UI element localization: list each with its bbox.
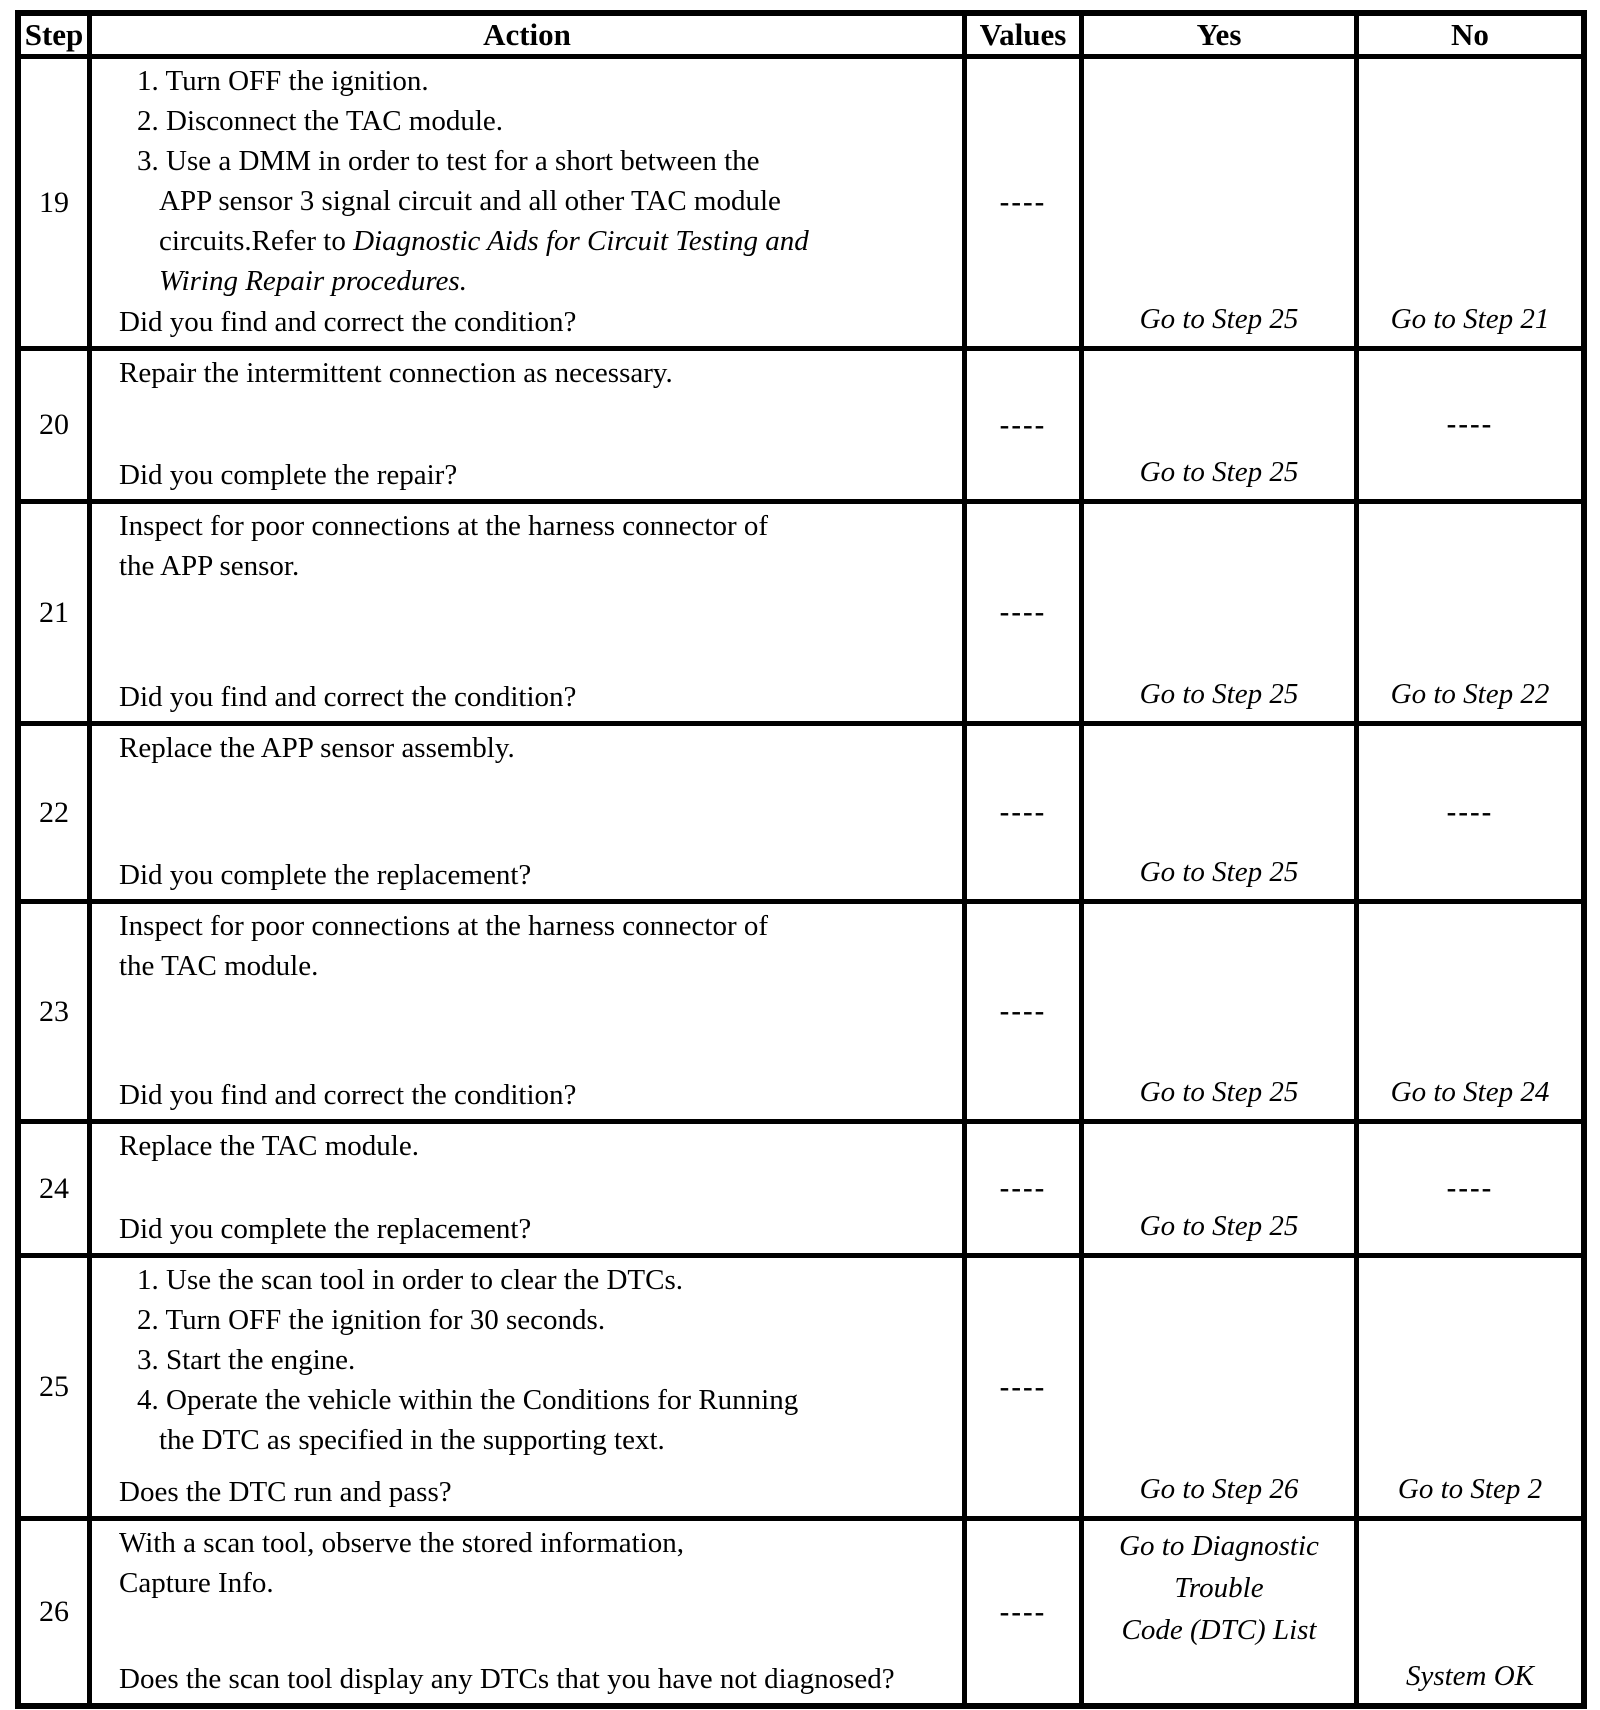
yes-goto-text: Go to Step 26 (1139, 1473, 1299, 1505)
step-cell (21, 351, 87, 499)
yes-goto-text: Go to Step 25 (1139, 1210, 1299, 1242)
step-number: 22 (39, 795, 69, 829)
step-number: 20 (39, 408, 69, 441)
yes-goto-text: Go to Step 25 (1139, 1076, 1299, 1108)
no-text-line (1391, 1071, 1550, 1113)
no-cell (1359, 726, 1581, 899)
yes-text-line (1140, 673, 1299, 715)
action-text: 3. Use a DMM in order to test for a short between the (137, 145, 760, 177)
action-text: APP sensor 3 signal circuit and all other TAC module (159, 185, 781, 217)
action-text-italic: Wiring Repair procedures. (159, 265, 467, 297)
action-question: Did you find and correct the condition? (119, 681, 577, 713)
action-line (119, 906, 952, 946)
yes-cell (1084, 59, 1354, 346)
action-text: Repair the intermittent connection as necessary. (119, 357, 673, 389)
action-text: circuits.Refer to (159, 225, 354, 257)
yes-goto-text: Code (DTC) List (1121, 1614, 1317, 1646)
action-line (119, 1563, 952, 1603)
column-header-label: Yes (1196, 17, 1242, 52)
values-cell (967, 1521, 1079, 1703)
values-cell (967, 904, 1079, 1119)
no-goto-text: Go to Step 22 (1390, 678, 1550, 710)
action-text: the DTC as specified in the supporting text. (159, 1424, 665, 1456)
step-cell (21, 1124, 87, 1253)
yes-goto-text: Go to Step 25 (1139, 856, 1299, 888)
step-number: 23 (39, 994, 69, 1028)
yes-cell (1084, 904, 1354, 1119)
yes-cell (1084, 1124, 1354, 1253)
step-number: 25 (39, 1370, 69, 1403)
values-dash: ---- (999, 1172, 1047, 1204)
action-question: Did you find and correct the condition? (119, 1079, 577, 1111)
action-line (119, 506, 952, 546)
action-cell (92, 904, 962, 1119)
action-cell (92, 351, 962, 499)
values-dash: ---- (999, 1370, 1047, 1403)
yes-text-line (1119, 1525, 1319, 1567)
no-cell (1359, 1124, 1581, 1253)
values-cell (967, 726, 1079, 899)
column-header-label: Step (24, 17, 84, 52)
action-cell (92, 504, 962, 721)
action-line (159, 261, 952, 301)
values-dash: ---- (999, 796, 1047, 828)
step-number: 26 (39, 1595, 69, 1628)
action-line (137, 101, 952, 141)
yes-goto-text: Go to Step 25 (1139, 678, 1299, 710)
action-line (119, 353, 952, 393)
column-header-yes (1084, 16, 1354, 54)
action-line (137, 61, 952, 101)
values-dash: ---- (999, 596, 1047, 628)
action-text: 2. Disconnect the TAC module. (137, 105, 504, 137)
column-header-values (967, 16, 1079, 54)
yes-text-line (1122, 1609, 1317, 1651)
column-header-no (1359, 16, 1581, 54)
no-text-line (1398, 1468, 1542, 1510)
diagnostic-table (15, 10, 1587, 1709)
action-text: 2. Turn OFF the ignition for 30 seconds. (137, 1304, 606, 1336)
step-cell (21, 59, 87, 346)
action-text: Inspect for poor connections at the harness connector of (119, 910, 769, 942)
action-cell (92, 59, 962, 346)
action-text: Capture Info. (119, 1567, 274, 1599)
action-line (159, 221, 952, 261)
values-cell (967, 504, 1079, 721)
values-dash: ---- (999, 1595, 1047, 1628)
yes-goto-text: Go to Diagnostic (1119, 1530, 1319, 1562)
yes-text-line (1140, 1468, 1299, 1510)
yes-text-line (1140, 1205, 1299, 1247)
action-text: the TAC module. (119, 950, 319, 982)
action-question: Does the DTC run and pass? (119, 1476, 452, 1508)
action-line (119, 1126, 952, 1166)
no-goto-text: System OK (1405, 1660, 1535, 1692)
yes-cell (1084, 1258, 1354, 1516)
no-text-line (1447, 791, 1494, 833)
no-cell (1359, 351, 1581, 499)
action-line (119, 946, 952, 986)
action-cell (92, 1124, 962, 1253)
action-line (137, 1340, 952, 1380)
step-number: 24 (39, 1171, 69, 1205)
step-number: 21 (39, 595, 69, 629)
no-dash: ---- (1446, 1171, 1494, 1204)
action-text: 1. Use the scan tool in order to clear the DTCs. (137, 1264, 684, 1296)
action-question: Does the scan tool display any DTCs that you have not diagnosed? (119, 1663, 895, 1695)
step-cell (21, 1258, 87, 1516)
yes-text-line (1140, 851, 1299, 893)
values-dash: ---- (999, 995, 1047, 1027)
action-cell (92, 1258, 962, 1516)
values-cell (967, 1124, 1079, 1253)
column-header-label: Values (979, 17, 1067, 52)
action-text: Replace the TAC module. (119, 1130, 419, 1162)
no-text-line (1406, 1655, 1534, 1697)
action-question: Did you complete the replacement? (119, 1213, 532, 1245)
no-cell (1359, 504, 1581, 721)
step-number: 19 (39, 185, 69, 219)
no-dash: ---- (1446, 408, 1494, 440)
action-line (137, 1300, 952, 1340)
step-cell (21, 904, 87, 1119)
action-text: 1. Turn OFF the ignition. (137, 65, 429, 97)
yes-cell (1084, 1521, 1354, 1703)
yes-cell (1084, 351, 1354, 499)
no-goto-text: Go to Step 21 (1390, 303, 1550, 335)
no-text-line (1447, 403, 1494, 445)
values-dash: ---- (999, 408, 1047, 441)
no-text-line (1391, 298, 1550, 340)
action-text: With a scan tool, observe the stored information, (119, 1527, 684, 1559)
yes-text-line (1140, 1071, 1299, 1113)
step-cell (21, 1521, 87, 1703)
action-cell (92, 726, 962, 899)
no-cell (1359, 59, 1581, 346)
no-goto-text: Go to Step 2 (1397, 1473, 1543, 1505)
step-cell (21, 726, 87, 899)
action-line (119, 728, 952, 768)
action-line (137, 141, 952, 181)
column-header-step (21, 16, 87, 54)
action-question: Did you find and correct the condition? (119, 306, 577, 338)
no-goto-text: Go to Step 24 (1390, 1076, 1550, 1108)
yes-goto-text: Go to Step 25 (1139, 456, 1299, 488)
action-question: Did you complete the replacement? (119, 859, 532, 891)
yes-goto-text: Trouble (1174, 1572, 1264, 1604)
action-text: 4. Operate the vehicle within the Conditions for Running (137, 1384, 799, 1416)
action-line (137, 1260, 952, 1300)
no-text-line (1391, 673, 1550, 715)
action-line (119, 546, 952, 586)
values-cell (967, 59, 1079, 346)
action-line (137, 1380, 952, 1420)
values-dash: ---- (999, 186, 1047, 218)
action-question: Did you complete the repair? (119, 459, 458, 491)
action-line (159, 181, 952, 221)
yes-text-line (1140, 298, 1299, 340)
yes-text-line (1140, 451, 1299, 493)
action-line (119, 1523, 952, 1563)
yes-cell (1084, 726, 1354, 899)
action-text: 3. Start the engine. (137, 1344, 356, 1376)
column-header-action (92, 16, 962, 54)
column-header-label: Action (483, 17, 571, 52)
yes-goto-text: Go to Step 25 (1139, 303, 1299, 335)
action-cell (92, 1521, 962, 1703)
action-text: the APP sensor. (119, 550, 300, 582)
action-line (159, 1420, 952, 1460)
action-text: Inspect for poor connections at the harness connector of (119, 510, 769, 542)
no-cell (1359, 1258, 1581, 1516)
yes-cell (1084, 504, 1354, 721)
yes-text-line (1174, 1567, 1263, 1609)
values-cell (967, 1258, 1079, 1516)
no-dash: ---- (1446, 795, 1494, 828)
no-cell (1359, 904, 1581, 1119)
values-cell (967, 351, 1079, 499)
no-text-line (1447, 1167, 1494, 1209)
column-header-label: No (1451, 17, 1489, 52)
no-cell (1359, 1521, 1581, 1703)
action-text-italic: Diagnostic Aids for Circuit Testing and (353, 225, 809, 257)
action-text: Replace the APP sensor assembly. (119, 732, 515, 764)
step-cell (21, 504, 87, 721)
